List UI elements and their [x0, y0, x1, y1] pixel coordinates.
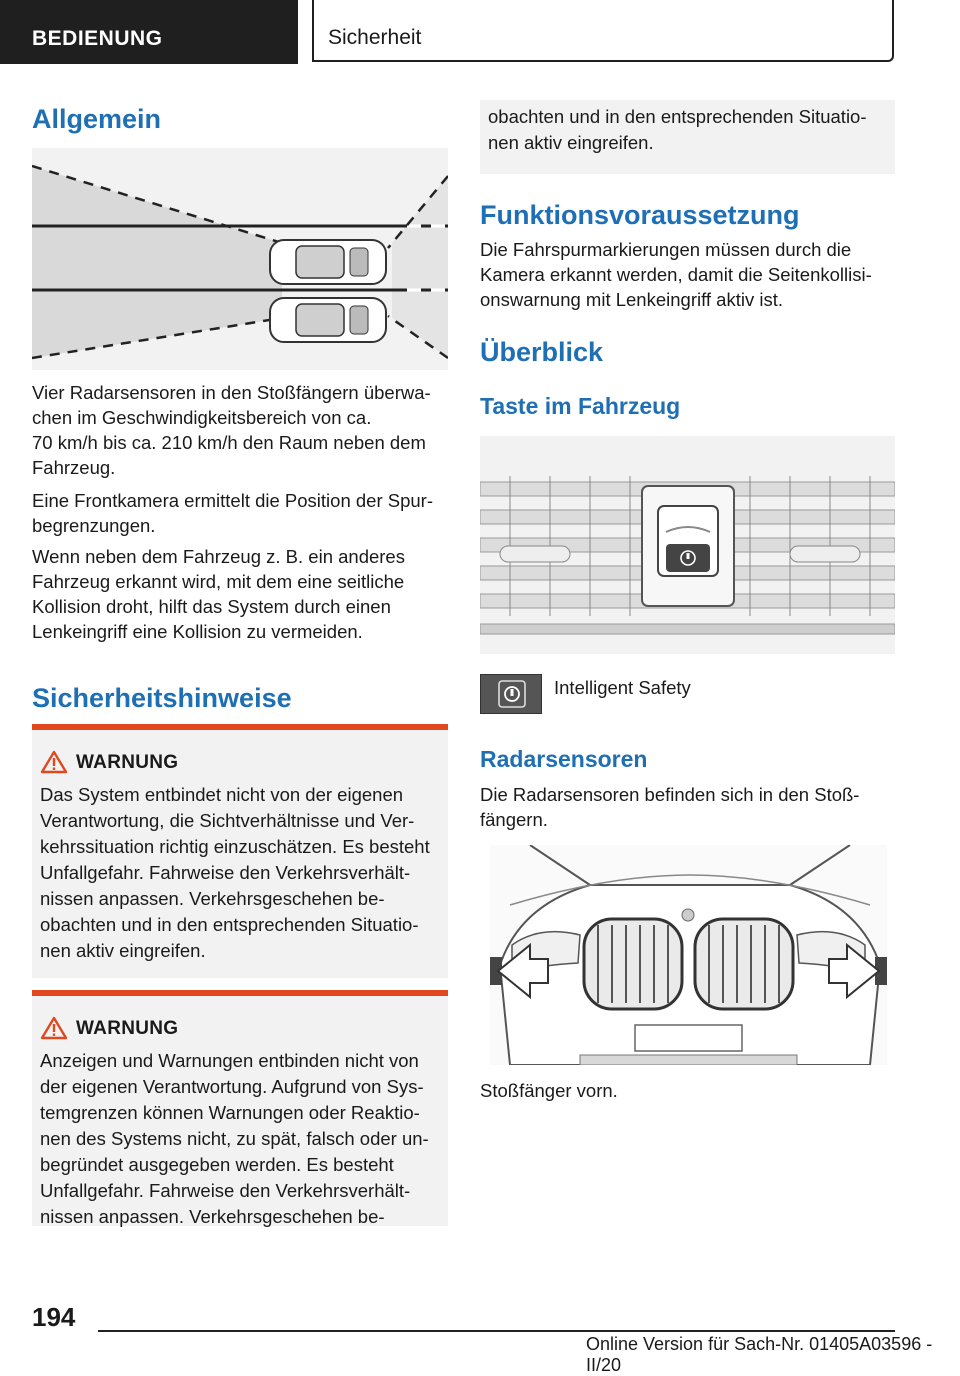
warning-box-2-continued [480, 100, 895, 174]
intelligent-safety-icon [496, 679, 528, 709]
heading-taste-im-fahrzeug: Taste im Fahrzeug [480, 393, 681, 419]
collision-paragraph: Wenn neben dem Fahrzeug z. B. ein anderes Fahrzeug erkannt wird, mit dem eine seitliche Kollision droht, hilft das System durch einen Lenkeingriff eine Kollision zu vermeiden. [32, 546, 405, 642]
warning-title: WARNUNG [76, 1018, 179, 1039]
func-paragraph: Die Fahrspurmarkierungen müssen durch die Kamera erkannt werden, damit die Seitenkollisi- onswarnung mit Lenkeingriff aktiv ist. [480, 239, 872, 310]
camera-paragraph: Eine Frontkamera ermittelt die Position der Spur- begrenzungen. [32, 490, 434, 536]
header-section-tab [0, 0, 298, 64]
warning-text: obachten und in den entsprechenden Situatio- nen aktiv eingreifen. [488, 106, 867, 153]
footer-online-version: Online Version für Sach-Nr. 01405A03596 - II/20 [586, 1334, 933, 1375]
header-section-label: BEDIENUNG [32, 27, 163, 50]
header-subsection-tab [312, 0, 894, 62]
heading-sicherheitshinweise: Sicherheitshinweise [32, 683, 292, 713]
bumper-caption: Stoßfänger vorn. [480, 1080, 618, 1101]
heading-radarsensoren: Radarsensoren [480, 746, 648, 772]
radar-paragraph: Die Radarsensoren befinden sich in den Stoß- fängern. [480, 784, 860, 830]
intelligent-safety-label: Intelligent Safety [554, 677, 691, 698]
lane-radar-illustration [32, 148, 448, 370]
header-subsection-label: Sicherheit [328, 26, 422, 49]
button-panel-illustration [480, 436, 895, 654]
warning-box-1 [32, 730, 448, 978]
warning-triangle-icon [40, 1016, 68, 1040]
warning-triangle-icon [40, 750, 68, 774]
warning-text: Das System entbindet nicht von der eigenen Verantwortung, die Sichtverhältnisse und Ver- kehrssituation richtig einzuschätzen. Es besteht Unfallgefahr. Fahrweise den Verkehrsverhält- nissen anpassen. Verkehrsgeschehen be- obachten und in den entsprechenden Situatio- nen aktiv eingreifen. [40, 784, 430, 961]
intro-paragraph: Vier Radarsensoren in den Stoßfängern überwa- chen im Geschwindigkeitsbereich von ca. 70 km/h bis ca. 210 km/h den Raum neben dem Fahrzeug. [32, 382, 431, 478]
front-bumper-illustration [490, 845, 887, 1065]
warning-box-2 [32, 996, 448, 1226]
warning-title: WARNUNG [76, 752, 179, 773]
heading-ueberblick: Überblick [480, 337, 604, 367]
page-number: 194 [32, 1302, 76, 1332]
intelligent-safety-button[interactable] [480, 674, 542, 714]
heading-allgemein: Allgemein [32, 104, 162, 134]
footer-rule [98, 1330, 895, 1332]
heading-funktionsvoraussetzung: Funktionsvoraussetzung [480, 200, 800, 230]
warning-text: Anzeigen und Warnungen entbinden nicht von der eigenen Verantwortung. Aufgrund von Sys- temgrenzen können Warnungen oder Reaktio- nen des Systems nicht, zu spät, falsch oder un- begründet ausgegeben werden. Es besteht Unfallgefahr. Fahrweise den Verkehrsverhält- nissen anpassen. Verkehrsgeschehen be- [40, 1050, 429, 1227]
